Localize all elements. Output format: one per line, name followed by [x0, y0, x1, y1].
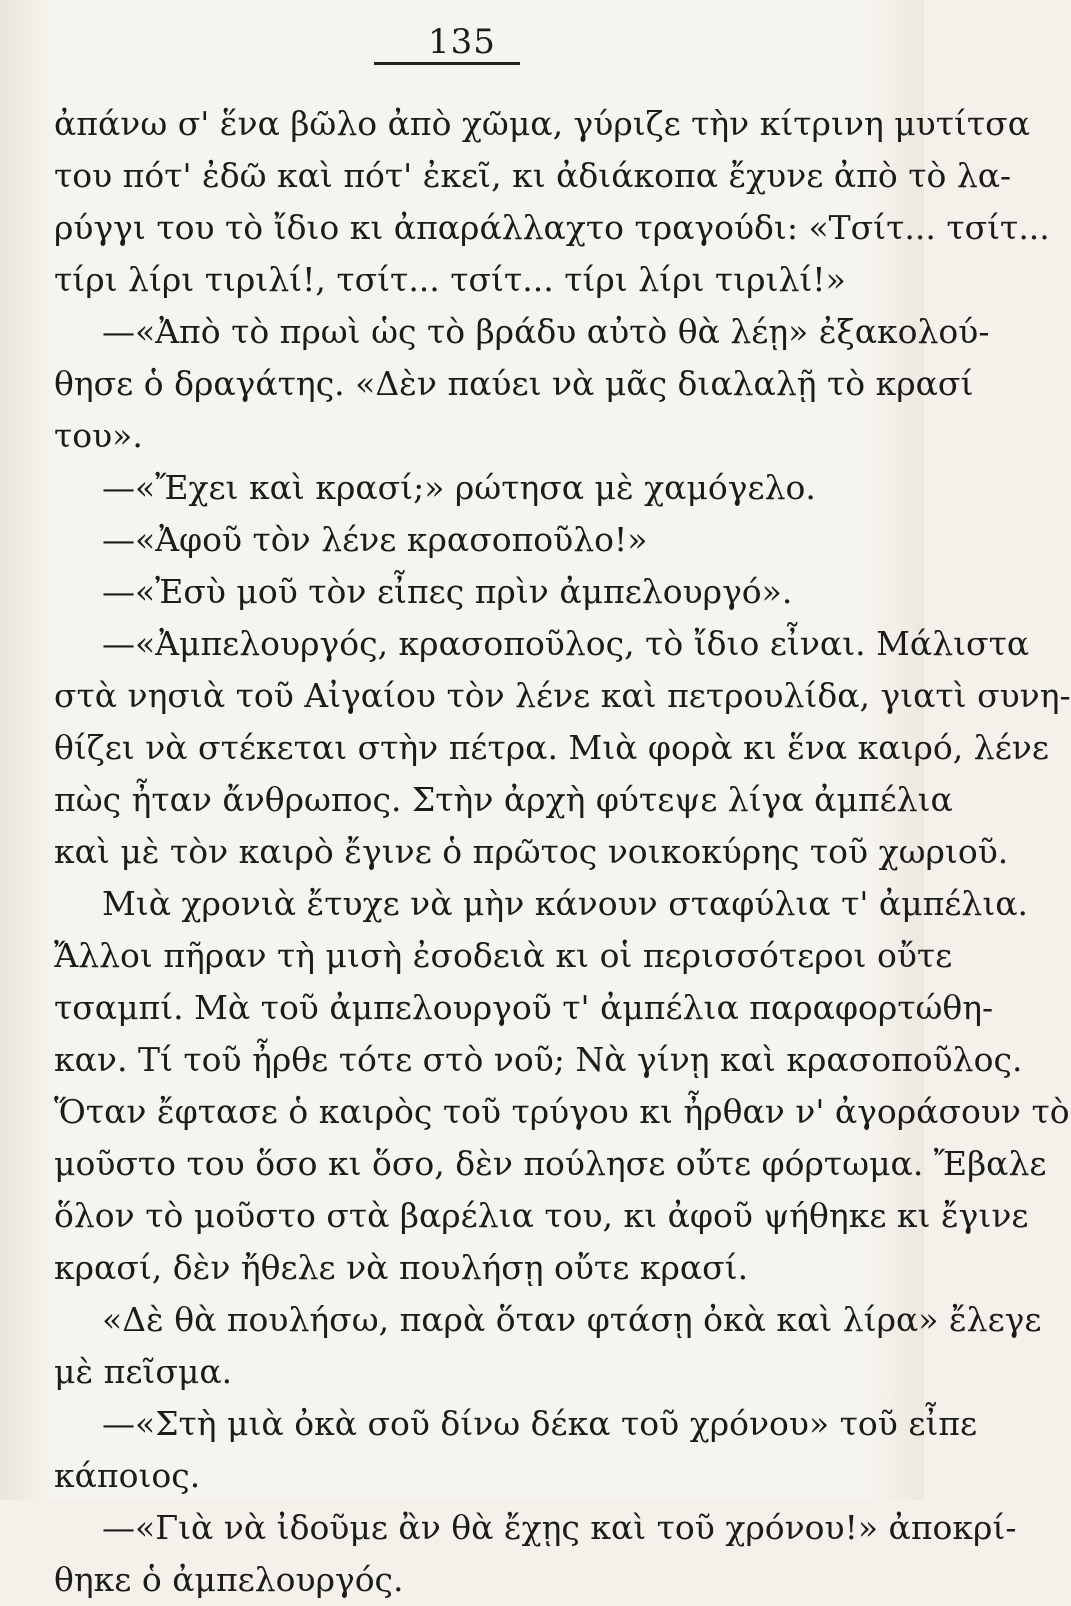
text-line: θίζει νὰ στέκεται στὴν πέτρα. Μιὰ φορὰ κι ἕνα καιρό, λένε: [54, 728, 1049, 767]
text-line: —«Ἔχει καὶ κρασί;» ρώτησα μὲ χαμόγελο.: [102, 468, 816, 507]
body-text: [54, 98, 1071, 1606]
text-line: Ἄλλοι πῆραν τὴ μισὴ ἐσοδειὰ κι οἱ περισσότεροι οὔτε: [54, 936, 953, 975]
text-line: τσαμπί. Μὰ τοῦ ἀμπελουργοῦ τ' ἀμπέλια παραφορτώθη-: [54, 988, 994, 1027]
text-line: —«Ἀφοῦ τὸν λένε κρασοποῦλο!»: [102, 520, 648, 559]
text-line: καν. Τί τοῦ ἦρθε τότε στὸ νοῦ; Νὰ γίνῃ καὶ κρασοποῦλος.: [54, 1040, 1023, 1079]
text-line: καὶ μὲ τὸν καιρὸ ἔγινε ὁ πρῶτος νοικοκύρης τοῦ χωριοῦ.: [54, 832, 1009, 871]
text-line: κάποιος.: [54, 1456, 201, 1495]
page-number-rule: [374, 62, 520, 65]
text-line: του».: [54, 416, 143, 455]
text-line: θησε ὁ δραγάτης. «Δὲν παύει νὰ μᾶς διαλαλῇ τὸ κρασί: [54, 364, 974, 403]
text-line: τίρι λίρι τιριλί!, τσίτ... τσίτ... τίρι λίρι τιριλί!»: [54, 260, 846, 299]
page-number: 135: [428, 22, 496, 62]
text-line: ἀπάνω σ' ἕνα βῶλο ἀπὸ χῶμα, γύριζε τὴν κίτρινη μυτίτσα: [54, 104, 1030, 143]
text-line: —«Ἀπὸ τὸ πρωὶ ὡς τὸ βράδυ αὐτὸ θὰ λέῃ» ἐξακολού-: [102, 312, 990, 351]
text-line: —«Στὴ μιὰ ὀκὰ σοῦ δίνω δέκα τοῦ χρόνου» τοῦ εἶπε: [102, 1404, 978, 1443]
text-line: ὅλον τὸ μοῦστο στὰ βαρέλια του, κι ἀφοῦ ψήθηκε κι ἔγινε: [54, 1196, 1029, 1235]
text-line: «Δὲ θὰ πουλήσω, παρὰ ὅταν φτάσῃ ὀκὰ καὶ λίρα» ἔλεγε: [102, 1300, 1042, 1339]
text-line: πὼς ἦταν ἄνθρωπος. Στὴν ἀρχὴ φύτεψε λίγα ἀμπέλια: [54, 780, 953, 819]
text-line: —«Ἐσὺ μοῦ τὸν εἶπες πρὶν ἀμπελουργό».: [102, 572, 793, 611]
text-line: στὰ νησιὰ τοῦ Αἰγαίου τὸν λένε καὶ πετρουλίδα, γιατὶ συνη-: [54, 676, 1071, 715]
text-line: Ὅταν ἔφτασε ὁ καιρὸς τοῦ τρύγου κι ἦρθαν ν' ἀγοράσουν τὸ: [54, 1092, 1070, 1131]
text-line: ρύγγι του τὸ ἴδιο κι ἀπαράλλαχτο τραγούδι: «Τσίτ... τσίτ...: [54, 208, 1050, 247]
text-line: του πότ' ἐδῶ καὶ πότ' ἐκεῖ, κι ἀδιάκοπα ἔχυνε ἀπὸ τὸ λα-: [54, 156, 1012, 195]
text-line: —«Γιὰ νὰ ἰδοῦμε ἂν θὰ ἔχῃς καὶ τοῦ χρόνου!» ἀποκρί-: [102, 1508, 1017, 1547]
text-line: —«Ἀμπελουργός, κρασοποῦλος, τὸ ἴδιο εἶναι. Μάλιστα: [102, 624, 1030, 663]
text-line: θηκε ὁ ἀμπελουργός.: [54, 1560, 404, 1599]
text-line: μοῦστο του ὅσο κι ὅσο, δὲν πούλησε οὔτε φόρτωμα. Ἔβαλε: [54, 1144, 1047, 1183]
text-line: Μιὰ χρονιὰ ἔτυχε νὰ μὴν κάνουν σταφύλια τ' ἀμπέλια.: [102, 884, 1029, 923]
text-line: μὲ πεῖσμα.: [54, 1352, 233, 1391]
text-line: κρασί, δὲν ἤθελε νὰ πουλήσῃ οὔτε κρασί.: [54, 1248, 749, 1287]
